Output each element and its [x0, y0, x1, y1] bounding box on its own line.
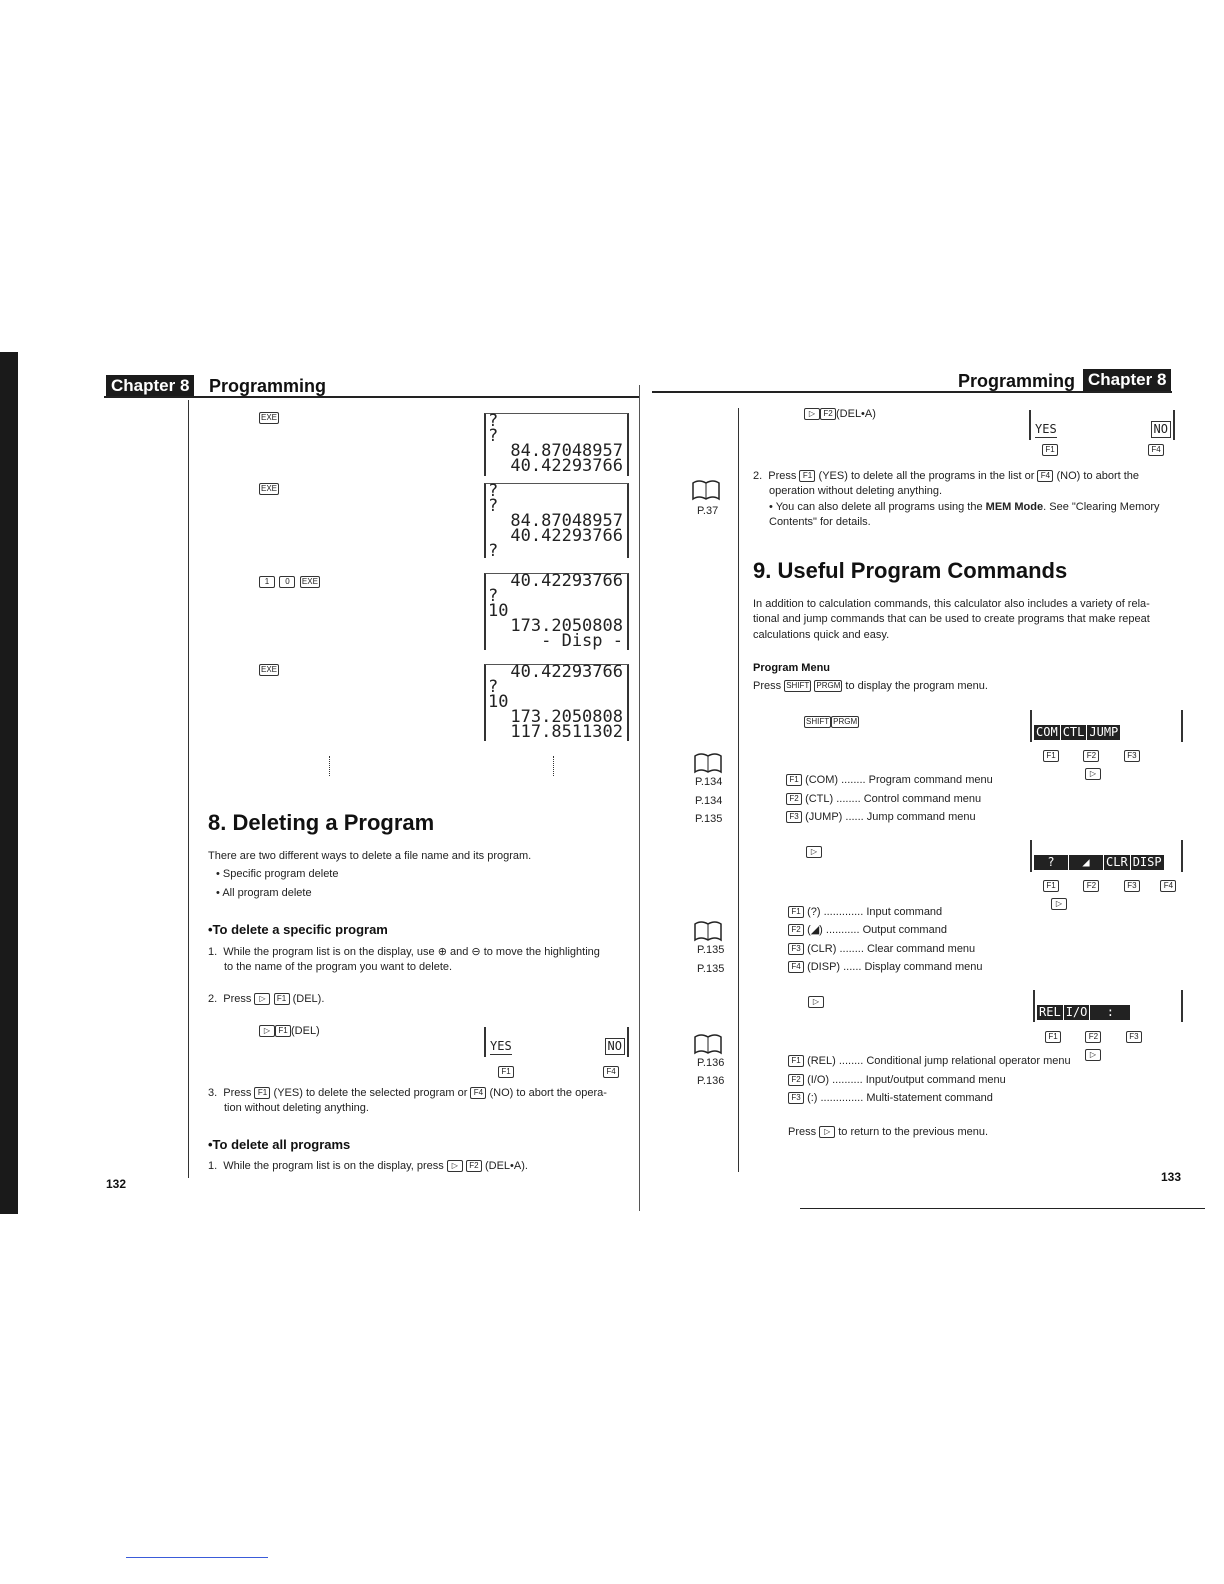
lcd-line: 84.87048957 [510, 511, 623, 531]
step-text: and [449, 946, 469, 958]
note-text: Contents" for details. [769, 516, 871, 528]
step-text: Press [223, 1087, 252, 1099]
down-arrow-icon: ⊖ [471, 946, 481, 958]
page-ref: P.37 [697, 505, 719, 517]
arrow-key-icon: ▷ [806, 846, 822, 858]
lcd-line: ? [488, 411, 499, 431]
del-a-label: (DEL•A) [836, 408, 876, 420]
menu-item-label: (◢) ........... Output command [807, 924, 947, 936]
arrow-key-icon: ▷ [447, 1160, 463, 1172]
page-ref: P.134 [695, 776, 723, 788]
book-icon [693, 920, 723, 942]
step-text: While the program list is on the display, use [223, 946, 435, 958]
softkey-input: ? [1034, 855, 1068, 870]
lcd-screen-1 [484, 413, 629, 476]
lcd-line: 10 [488, 601, 509, 621]
f1-key: F1 [498, 1066, 514, 1078]
page-ref: P.135 [695, 813, 723, 825]
step-text: (NO) to abort the [1056, 470, 1140, 482]
arrow-key-icon: ▷ [1051, 898, 1067, 910]
lcd-line: 40.42293766 [510, 526, 623, 546]
book-icon [693, 1033, 723, 1055]
softkey-row [1034, 724, 1121, 740]
bullet-text: All program delete [222, 887, 312, 899]
bullet-item: • Specific program delete [216, 868, 339, 880]
menu-item-label: (COM) ........ Program command menu [805, 774, 993, 786]
softkey-output: ◢ [1069, 855, 1103, 870]
bullet-item: • All program delete [216, 887, 312, 899]
softkey-com: COM [1036, 725, 1058, 739]
step-text: Press [223, 993, 252, 1005]
lcd-line: 84.87048957 [510, 441, 623, 461]
note-text: • You can also delete all programs using the [769, 501, 983, 513]
continuation-dots [553, 756, 555, 776]
menu1-item [786, 792, 981, 807]
menu-item-label: (CLR) ........ Clear command menu [807, 943, 976, 955]
step-text: While the program list is on the display, press [223, 1160, 444, 1172]
f1-key: F1 [1043, 880, 1059, 892]
step-1: 1. While the program list is on the display, use ⊕ and ⊖ to move the highlighting to the name of the program you want to delete. [208, 945, 634, 975]
f2-key: F2 [1083, 750, 1099, 762]
exe-key: EXE [261, 665, 278, 674]
f4-key: F4 [1148, 444, 1164, 456]
softkey-disp: DISP [1132, 855, 1162, 869]
f2-key: F2 [1085, 1031, 1101, 1043]
program-menu-title: Program Menu [753, 662, 831, 674]
f1-key: F1 [1042, 444, 1058, 456]
zero-key: 0 [279, 576, 295, 588]
softkey-row [1034, 854, 1165, 870]
menu2-item [788, 923, 947, 938]
lcd-line: 40.42293766 [510, 571, 623, 591]
lcd-line: ? [488, 496, 499, 516]
menu2-item [788, 960, 983, 975]
softkey-clr: CLR [1106, 855, 1128, 869]
step-2-right: 2. Press F1 (YES) to delete all the programs in the list or F4 (NO) to abort the operation without deleting anything. [753, 469, 1177, 499]
lcd-screen-2 [484, 481, 629, 561]
f3-key: F3 [788, 1092, 804, 1104]
softkey-io: I/O [1065, 1005, 1088, 1019]
page-ref: P.135 [697, 944, 725, 956]
step-text: operation without deleting anything. [769, 485, 943, 497]
arrow-key-icon: ▷ [259, 1025, 275, 1037]
page-ref: P.135 [697, 963, 725, 975]
f3-key: F3 [786, 811, 802, 823]
step-text: (DEL•A). [484, 1160, 528, 1172]
arrow-key-icon: ▷ [808, 996, 824, 1008]
lcd-line: 173.2050808 [510, 707, 623, 727]
exe-key: EXE [261, 484, 278, 493]
f2-key: F2 [788, 924, 804, 936]
lcd-line: ? [488, 677, 499, 697]
f1-key: F1 [254, 1087, 270, 1099]
softkey-jump: JUMP [1089, 725, 1119, 739]
step-text: to the name of the program you want to delete. [224, 961, 453, 973]
f2-key: F2 [788, 1074, 804, 1086]
step-text: (DEL). [292, 993, 325, 1005]
shift-key: SHIFT [786, 681, 810, 691]
step-text: (NO) to abort the opera- [489, 1087, 607, 1099]
left-page-number: 132 [106, 1177, 127, 1191]
intro-line: In addition to calculation commands, this calculator also includes a variety of rela- [753, 598, 1150, 610]
prgm-key: PRGM [833, 716, 858, 726]
f1-key: F1 [788, 1055, 804, 1067]
f3-key: F3 [1124, 880, 1140, 892]
del-key-sequence [259, 1024, 320, 1039]
f4-key: F4 [470, 1087, 486, 1099]
right-page-number: 133 [1161, 1170, 1182, 1184]
lcd-line: ? [488, 481, 499, 501]
softkey-colon: : [1090, 1005, 1130, 1020]
arrow-key-icon: ▷ [804, 408, 820, 420]
exe-key: EXE [301, 576, 318, 586]
right-margin-line [738, 408, 739, 1172]
arrow-key-icon: ▷ [819, 1126, 835, 1138]
f4-key: F4 [1037, 470, 1053, 482]
menu3-item [788, 1054, 1071, 1069]
left-chapter-badge: Chapter 8 [106, 375, 194, 397]
function-keys-row [1043, 747, 1193, 783]
key-sequence [259, 573, 320, 591]
softkey-row [1037, 1004, 1131, 1020]
page-ref: P.136 [697, 1075, 725, 1087]
f3-key: F3 [1124, 750, 1140, 762]
intro-line: calculations quick and easy. [753, 629, 890, 641]
intro-line: tional and jump commands that can be used to create programs that make repeat [753, 613, 1150, 625]
left-header-title: Programming [209, 376, 327, 396]
menu2-item [788, 942, 975, 957]
prgm-key: PRGM [816, 681, 841, 691]
step-text: tion without deleting anything. [224, 1102, 369, 1114]
lcd-line: ? [488, 541, 499, 561]
shift-prgm-keys [804, 713, 859, 731]
step-text: to move the highlighting [483, 946, 600, 958]
f1-key: F1 [275, 1025, 291, 1037]
section-title-useful-commands: 9. Useful Program Commands [753, 558, 1068, 583]
subsection-title: •To delete all programs [208, 1137, 351, 1152]
lcd-confirm-all-screen [1029, 410, 1175, 440]
book-icon [693, 752, 723, 774]
f1-key: F1 [1043, 750, 1059, 762]
left-header-rule [104, 396, 640, 398]
lcd-line: 40.42293766 [510, 456, 623, 476]
continuation-dots [329, 756, 331, 776]
f2-key: F2 [1083, 880, 1099, 892]
bottom-accent-line [126, 1557, 268, 1558]
mem-note [769, 500, 1177, 530]
menu-instruction [753, 679, 988, 694]
step-2: 2. Press ▷ F1 (DEL). [208, 993, 325, 1005]
bullet-text: Specific program delete [222, 868, 339, 880]
f2-key: F2 [820, 408, 836, 420]
lcd-screen-3 [484, 573, 629, 650]
subsection-title: •To delete a specific program [208, 922, 388, 937]
menu2-item [788, 905, 942, 920]
f1-key: F1 [274, 993, 290, 1005]
lcd-ctl-menu [1033, 990, 1183, 1022]
menu-item-label: (REL) ........ Conditional jump relational operator menu [807, 1055, 1071, 1067]
page-ref: P.136 [697, 1057, 725, 1069]
menu-item-label: (I/O) .......... Input/output command menu [807, 1074, 1006, 1086]
menu-text: to display the program menu. [845, 680, 988, 692]
menu-item-label: (DISP) ...... Display command menu [807, 961, 983, 973]
f4-key: F4 [788, 961, 804, 973]
exe-key: EXE [261, 413, 278, 422]
menu-item-label: (:) .............. Multi-statement command [807, 1092, 993, 1104]
f3-key: F3 [1126, 1031, 1142, 1043]
f1-key: F1 [788, 906, 804, 918]
arrow-key-icon: ▷ [254, 993, 270, 1005]
left-margin-line [188, 400, 189, 1178]
menu1-item [786, 810, 976, 825]
f1-key: F1 [799, 470, 815, 482]
f1-key: F1 [1045, 1031, 1061, 1043]
step-3: 3. Press F1 (YES) to delete the selected program or F4 (NO) to abort the opera- tion without deleting anything. [208, 1086, 634, 1116]
no-softkey: NO [1151, 421, 1171, 438]
softkey-rel: REL [1039, 1005, 1061, 1019]
lcd-line: ? [488, 426, 499, 446]
mem-mode-text: MEM Mode [985, 501, 1044, 513]
lcd-line: 117.8511302 [510, 722, 623, 742]
f2-key: F2 [466, 1160, 482, 1172]
menu3-item [788, 1091, 993, 1106]
arrow-key-icon: ▷ [1085, 1049, 1101, 1061]
yes-softkey: YES [490, 1039, 512, 1053]
intro-text: There are two different ways to delete a file name and its program. [208, 850, 532, 862]
f1-key: F1 [786, 774, 802, 786]
right-header-rule [652, 391, 1172, 393]
arrow-key-icon: ▷ [1085, 768, 1101, 780]
page-gutter-line [639, 385, 640, 1211]
lcd-line: - Disp - [541, 631, 623, 651]
return-text: to return to the previous menu. [838, 1126, 989, 1138]
function-keys-row [1043, 877, 1193, 913]
del-a-key-sequence [804, 407, 876, 422]
menu1-item [786, 773, 993, 788]
up-arrow-icon: ⊕ [437, 946, 447, 958]
lcd-screen-4 [484, 664, 629, 741]
right-header-title: Programming [958, 371, 1076, 391]
one-key: 1 [259, 576, 275, 588]
lcd-line: ? [488, 586, 499, 606]
lcd-line: 173.2050808 [510, 616, 623, 636]
shift-key: SHIFT [806, 716, 830, 726]
yes-softkey: YES [1035, 422, 1057, 436]
step-text: Press [768, 470, 797, 482]
lcd-program-menu [1030, 710, 1183, 742]
lcd-line: 10 [488, 692, 509, 712]
return-text: Press [788, 1126, 817, 1138]
softkey-ctl: CTL [1062, 725, 1085, 739]
menu-item-label: (CTL) ........ Control command menu [805, 793, 982, 805]
step-text: (YES) to delete all the programs in the list or [818, 470, 1035, 482]
lcd-io-menu [1030, 840, 1183, 872]
step-1: 1. While the program list is on the display, press ▷ F2 (DEL•A). [208, 1160, 528, 1172]
menu-item-label: (JUMP) ...... Jump command menu [805, 811, 976, 823]
menu3-item [788, 1073, 1006, 1088]
right-chapter-badge: Chapter 8 [1083, 369, 1171, 391]
del-label: (DEL) [291, 1025, 320, 1037]
book-icon [691, 479, 721, 501]
no-softkey: NO [605, 1038, 625, 1055]
menu-text: Press [753, 680, 782, 692]
step-text: (YES) to delete the selected program or [273, 1087, 468, 1099]
binding-edge [0, 352, 18, 1214]
f4-key: F4 [1160, 880, 1176, 892]
f2-key: F2 [786, 793, 802, 805]
lcd-confirm-screen [484, 1027, 629, 1057]
lcd-line: 40.42293766 [510, 662, 623, 682]
return-instruction [788, 1125, 988, 1140]
page-ref: P.134 [695, 795, 723, 807]
note-text: . See "Clearing Memory [1043, 501, 1160, 513]
section-title-deleting: 8. Deleting a Program [208, 810, 435, 835]
f3-key: F3 [788, 943, 804, 955]
f4-key: F4 [603, 1066, 619, 1078]
right-footer-rule [800, 1208, 1205, 1209]
menu-item-label: (?) ............. Input command [807, 906, 943, 918]
